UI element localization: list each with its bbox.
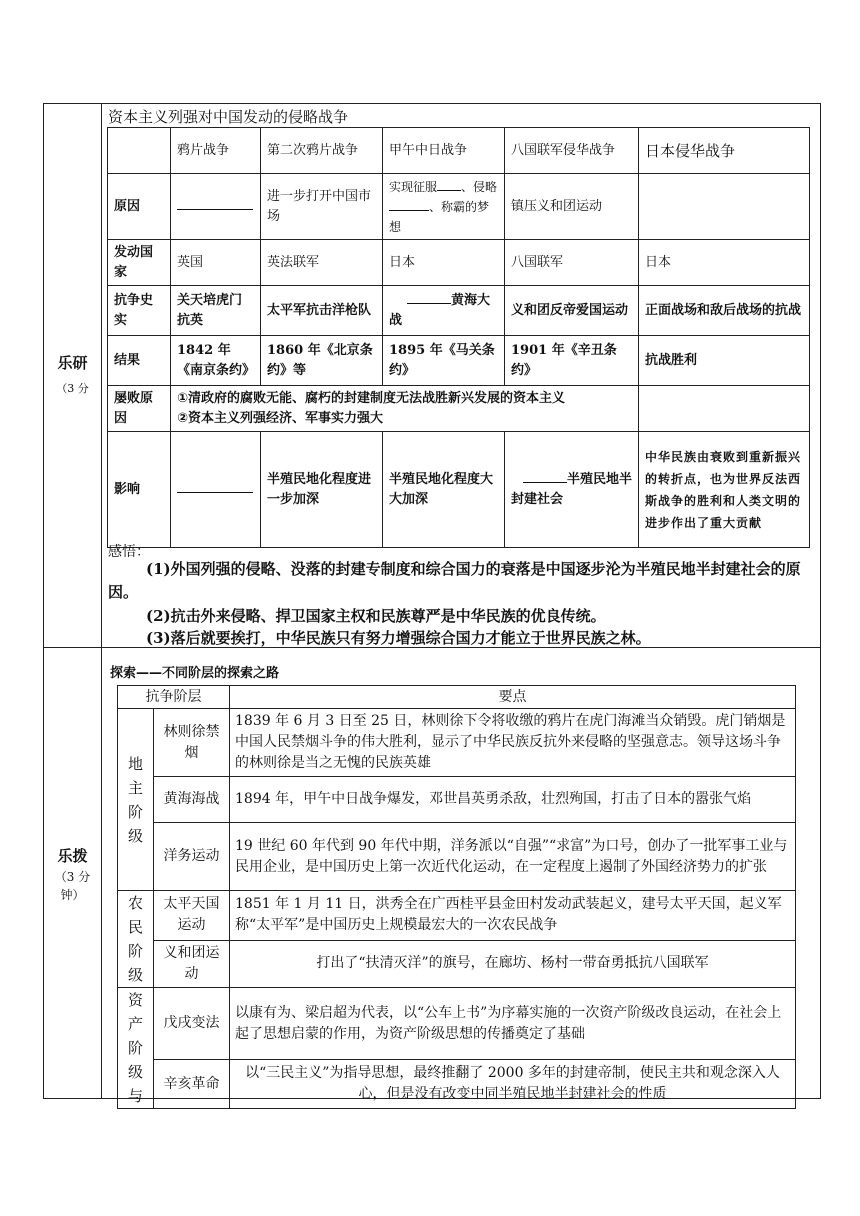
resistance-c1: 关天培虎门抗英 (171, 286, 261, 336)
defeat-reasons (171, 386, 639, 432)
item-text: 1894 年，甲午中日战争爆发，邓世昌英勇杀敌，壮烈殉国，打击了日本的嚣张气焰 (230, 777, 796, 823)
war-table-header (108, 128, 810, 174)
cause-c5 (639, 174, 810, 240)
reflection-label: 感悟： (108, 544, 150, 560)
war-table (107, 127, 810, 548)
row-label-country: 发动国家 (108, 240, 171, 286)
resistance-c3 (383, 286, 505, 336)
item-name: 太平天国运动 (154, 891, 230, 941)
result-c5: 抗战胜利 (639, 336, 810, 386)
row-label-cause: 原因 (108, 174, 171, 240)
country-c4: 八国联军 (505, 240, 639, 286)
explore-header (118, 686, 796, 709)
row-country (108, 240, 810, 286)
explore-row (118, 1060, 796, 1109)
answer-blank[interactable] (523, 482, 567, 483)
class-bourgeois: 资产阶级与 (118, 988, 154, 1109)
defeat-reason-2: ②资本主义列强经济、军事实力强大 (177, 410, 384, 426)
explore-row (118, 823, 796, 891)
class-peasant: 农民阶级 (118, 891, 154, 988)
item-text: 1839 年 6 月 3 日至 25 日，林则徐下令将收缴的鸦片在虎门海滩当众销毁。虎门销烟是中国人民禁烟斗争的伟大胜利，显示了中华民族反抗外来侵略的坚强意志。领导这场斗争的林则徐是当之无愧的民族英雄 (230, 709, 796, 777)
row-result (108, 336, 810, 386)
label-column-border (101, 103, 102, 1099)
cause-c2: 进一步打开中国市场 (261, 174, 383, 240)
answer-blank[interactable] (407, 303, 451, 304)
country-c1: 英国 (171, 240, 261, 286)
row-cause (108, 174, 810, 240)
header-empty (108, 128, 171, 174)
row-resistance (108, 286, 810, 336)
outer-top-border (43, 103, 821, 104)
item-text: 以“三民主义”为指导思想，最终推翻了 2000 多年的封建帝制，使民主共和观念深入人心，但是没有改变中同半殖民地半封建社会的性质 (230, 1060, 796, 1109)
defeat-c5 (639, 386, 810, 432)
explore-row (118, 988, 796, 1060)
explore-row (118, 777, 796, 823)
reflection-point-3: (3)落后就要挨打，中华民族只有努力增强综合国力才能立于世界民族之林。 (146, 629, 651, 647)
header-points: 要点 (230, 686, 796, 709)
item-name: 黄海海战 (154, 777, 230, 823)
header-war-4: 八国联军侵华战争 (505, 128, 639, 174)
result-c2: 1860 年《北京条约》等 (261, 336, 383, 386)
section2-note-line1: （3 分 (54, 870, 91, 884)
impact-c5: 中华民族由衰败到重新振兴的转折点，也为世界反法西斯战争的胜利和人类文明的进步作出了重大贡献 (639, 432, 810, 548)
answer-blank[interactable] (437, 190, 461, 191)
row-label-defeat: 屡败原因 (108, 386, 171, 432)
explore-row (118, 709, 796, 777)
header-war-5: 日本侵华战争 (639, 128, 810, 174)
row-label-impact: 影响 (108, 432, 171, 548)
item-name: 林则徐禁烟 (154, 709, 230, 777)
item-name: 辛亥革命 (154, 1060, 230, 1109)
section2-note-line2: 钟） (60, 888, 85, 902)
explore-row (118, 940, 796, 987)
header-war-3: 甲午中日战争 (383, 128, 505, 174)
resistance-c2: 太平军抗击洋枪队 (261, 286, 383, 336)
outer-left-border (43, 103, 44, 1099)
header-class: 抗争阶层 (118, 686, 230, 709)
section2-title: 乐拨 (57, 847, 88, 865)
impact-c2: 半殖民地化程度进一步加深 (261, 432, 383, 548)
defeat-reason-1: ①清政府的腐败无能、腐朽的封建制度无法战胜新兴发展的资本主义 (177, 390, 566, 406)
cause-c3-part-a: 实现征服 (389, 179, 438, 194)
row-impact (108, 432, 810, 548)
impact-c4-text: 半殖民地半封建社会 (511, 471, 633, 507)
cause-c4: 镇压义和团运动 (505, 174, 639, 240)
section1-heading: 资本主义列强对中国发动的侵略战争 (108, 108, 349, 126)
outer-right-border (820, 103, 821, 1099)
header-war-2: 第二次鸦片战争 (261, 128, 383, 174)
section2-heading: 探索——不同阶层的探索之路 (110, 666, 280, 681)
row-label-resistance: 抗争史实 (108, 286, 171, 336)
result-c3: 1895 年《马关条约》 (383, 336, 505, 386)
cause-c3 (383, 174, 505, 240)
item-name: 义和团运动 (154, 940, 230, 987)
explore-row (118, 891, 796, 941)
reflection-point-2: (2)抗击外来侵略、捍卫国家主权和民族尊严是中华民族的优良传统。 (146, 607, 606, 625)
cause-c1 (171, 174, 261, 240)
country-c3: 日本 (383, 240, 505, 286)
section1-note: （3 分 (56, 382, 89, 395)
reflection-point-1: (1)外国列强的侵略、没落的封建专制度和综合国力的衰落是中国逐步沦为半殖民地半封建社会的原因。 (108, 560, 801, 601)
resistance-c5: 正面战场和敌后战场的抗战 (639, 286, 810, 336)
item-text: 19 世纪 60 年代到 90 年代中期，洋务派以“自强”“求富”为口号，创办了一批军事工业与民用企业，是中国历史上第一次近代化运动，在一定程度上遏制了外国经济势力的扩张 (230, 823, 796, 891)
impact-c4 (505, 432, 639, 548)
explore-table (117, 685, 796, 1109)
result-c4: 1901 年《辛丑条约》 (505, 336, 639, 386)
item-text: 打出了“扶清灭洋”的旗号，在廊坊、杨村一带奋勇抵抗八国联军 (230, 940, 796, 987)
cause-c3-part-b: 、侵略 (461, 179, 498, 194)
row-defeat (108, 386, 810, 432)
impact-c1 (171, 432, 261, 548)
class-landlord: 地主阶级 (118, 709, 154, 891)
answer-blank[interactable] (177, 209, 253, 210)
item-name: 戊戌变法 (154, 988, 230, 1060)
section1-title: 乐研 (57, 354, 88, 372)
resistance-c4: 义和团反帝爱国运动 (505, 286, 639, 336)
country-c5: 日本 (639, 240, 810, 286)
impact-c3: 半殖民地化程度大大加深 (383, 432, 505, 548)
answer-blank[interactable] (177, 492, 253, 493)
cause-c3-part-c: 、称霸的梦想 (389, 199, 490, 234)
item-text: 以康有为、梁启超为代表，以“公车上书”为序幕实施的一次资产阶级改良运动，在社会上起了思想启蒙的作用，为资产阶级思想的传播奠定了基础 (230, 988, 796, 1060)
item-text: 1851 年 1 月 11 日，洪秀全在广西桂平县金田村发动武装起义，建号太平天国，起义军称“太平军”是中国历史上规模最宏大的一次农民战争 (230, 891, 796, 941)
answer-blank[interactable] (389, 210, 429, 211)
item-name: 洋务运动 (154, 823, 230, 891)
row-label-result: 结果 (108, 336, 171, 386)
header-war-1: 鸦片战争 (171, 128, 261, 174)
country-c2: 英法联军 (261, 240, 383, 286)
resistance-c3-text: 黄海大战 (389, 292, 491, 328)
result-c1: 1842 年《南京条约》 (171, 336, 261, 386)
